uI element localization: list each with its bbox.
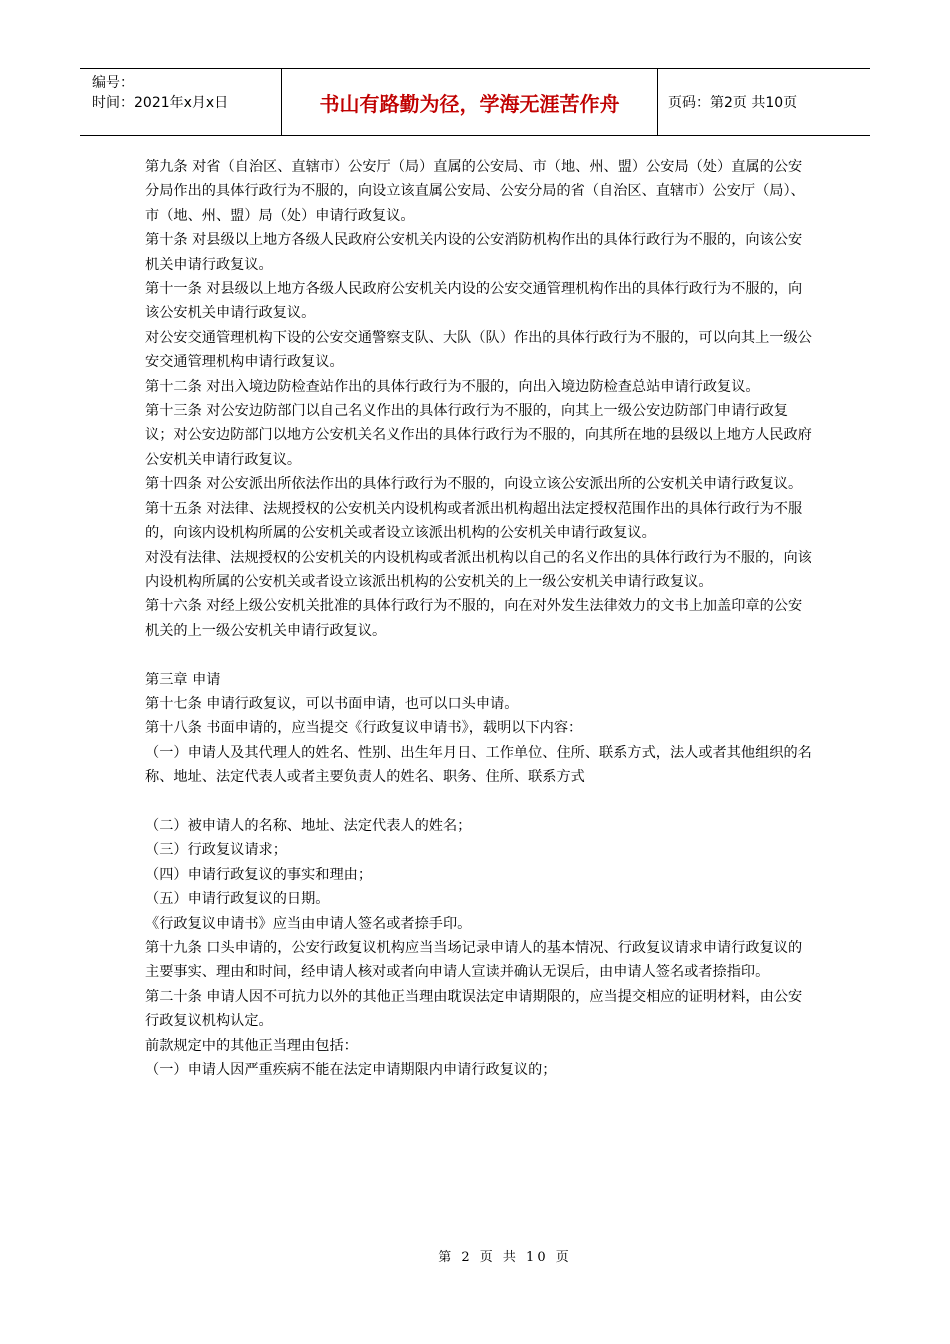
document-body [145, 155, 815, 1082]
paragraph: 第二十条 申请人因不可抗力以外的其他正当理由耽误法定申请期限的，应当提交相应的证明材料，由公安行政复议机构认定。 [145, 988, 803, 1030]
blank-line [145, 790, 815, 814]
paragraph: 第十六条 对经上级公安机关批准的具体行政行为不服的，向在对外发生法律效力的文书上加盖印章的公安机关的上一级公安机关申请行政复议。 [145, 598, 803, 639]
paragraph: （一）申请人因严重疾病不能在法定申请期限内申请行政复议的； [145, 1062, 557, 1078]
paragraph: 第三章 申请 [145, 671, 221, 688]
paragraph: 第十三条 对公安边防部门以自己名义作出的具体行政行为不服的，向其上一级公安边防部门申请行政复议；对公安边防部门以地方公安机关名义作出的具体行政行为不服的，向其所在地的县级以上地方人民政府公安机关申请行政复议。 [145, 403, 812, 468]
paragraph: 第十二条 对出入境边防检查站作出的具体行政行为不服的，向出入境边防检查总站申请行政复议。 [145, 378, 760, 395]
number-label: 编号： [92, 75, 134, 91]
header-page-info: 页码：第2页 共10页 [668, 95, 798, 111]
paragraph: （三）行政复议请求； [145, 842, 287, 859]
page-footer: 第 2 页 共 10 页 [438, 1250, 572, 1265]
paragraph: 第十七条 申请行政复议，可以书面申请，也可以口头申请。 [145, 695, 519, 712]
paragraph: 对公安交通管理机构下设的公安交通警察支队、大队（队）作出的具体行政行为不服的，可以向其上一级公安交通管理机构申请行政复议。 [145, 329, 812, 371]
paragraph: （五）申请行政复议的日期。 [145, 891, 330, 908]
header-motto: 书山有路勤为径，学海无涯苦作舟 [282, 69, 658, 135]
paragraph: 第十条 对县级以上地方各级人民政府公安机关内设的公安消防机构作出的具体行政行为不服的，向该公安机关申请行政复议。 [145, 232, 803, 273]
blank-line [145, 643, 815, 667]
header-meta [80, 69, 282, 135]
paragraph: 对没有法律、法规授权的公安机关的内设机构或者派出机构以自己的名义作出的具体行政行为不服的，向该内设机构所属的公安机关或者设立该派出机构的公安机关的上一级公安机关申请行政复议。 [145, 549, 812, 590]
paragraph: 第十一条 对县级以上地方各级人民政府公安机关内设的公安交通管理机构作出的具体行政行为不服的，向该公安机关申请行政复议。 [145, 281, 803, 322]
paragraph: 第十九条 口头申请的，公安行政复议机构应当当场记录申请人的基本情况、行政复议请求申请行政复议的主要事实、理由和时间，经申请人核对或者向申请人宣读并确认无误后，由申请人签名或者捺指印。 [145, 939, 803, 981]
paragraph: （四）申请行政复议的事实和理由； [145, 866, 373, 883]
paragraph: 前款规定中的其他正当理由包括： [145, 1037, 358, 1054]
document-header [80, 68, 870, 136]
paragraph: （一）申请人及其代理人的姓名、性别、出生年月日、工作单位、住所、联系方式，法人或者其他组织的名称、地址、法定代表人或者主要负责人的姓名、职务、住所、联系方式 [145, 744, 812, 786]
time-label: 时间：2021年x月x日 [92, 95, 229, 111]
paragraph: 第十八条 书面申请的，应当提交《行政复议申请书》，载明以下内容： [145, 720, 583, 737]
paragraph: 第十五条 对法律、法规授权的公安机关内设机构或者派出机构超出法定授权范围作出的具体行政行为不服的，向该内设机构所属的公安机关或者设立该派出机构的公安机关申请行政复议。 [145, 500, 803, 542]
paragraph: 第十四条 对公安派出所依法作出的具体行政行为不服的，向设立该公安派出所的公安机关申请行政复议。 [145, 476, 803, 493]
paragraph: 《行政复议申请书》应当由申请人签名或者捺手印。 [145, 915, 472, 932]
paragraph: 第九条 对省（自治区、直辖市）公安厅（局）直属的公安局、市（地、州、盟）公安局（处）直属的公安分局作出的具体行政行为不服的，向设立该直属公安局、公安分局的省（自治区、直辖市）公安厅（局）、市（地、州、盟）局（处）申请行政复议。 [145, 159, 805, 224]
paragraph: （二）被申请人的名称、地址、法定代表人的姓名； [145, 817, 472, 834]
